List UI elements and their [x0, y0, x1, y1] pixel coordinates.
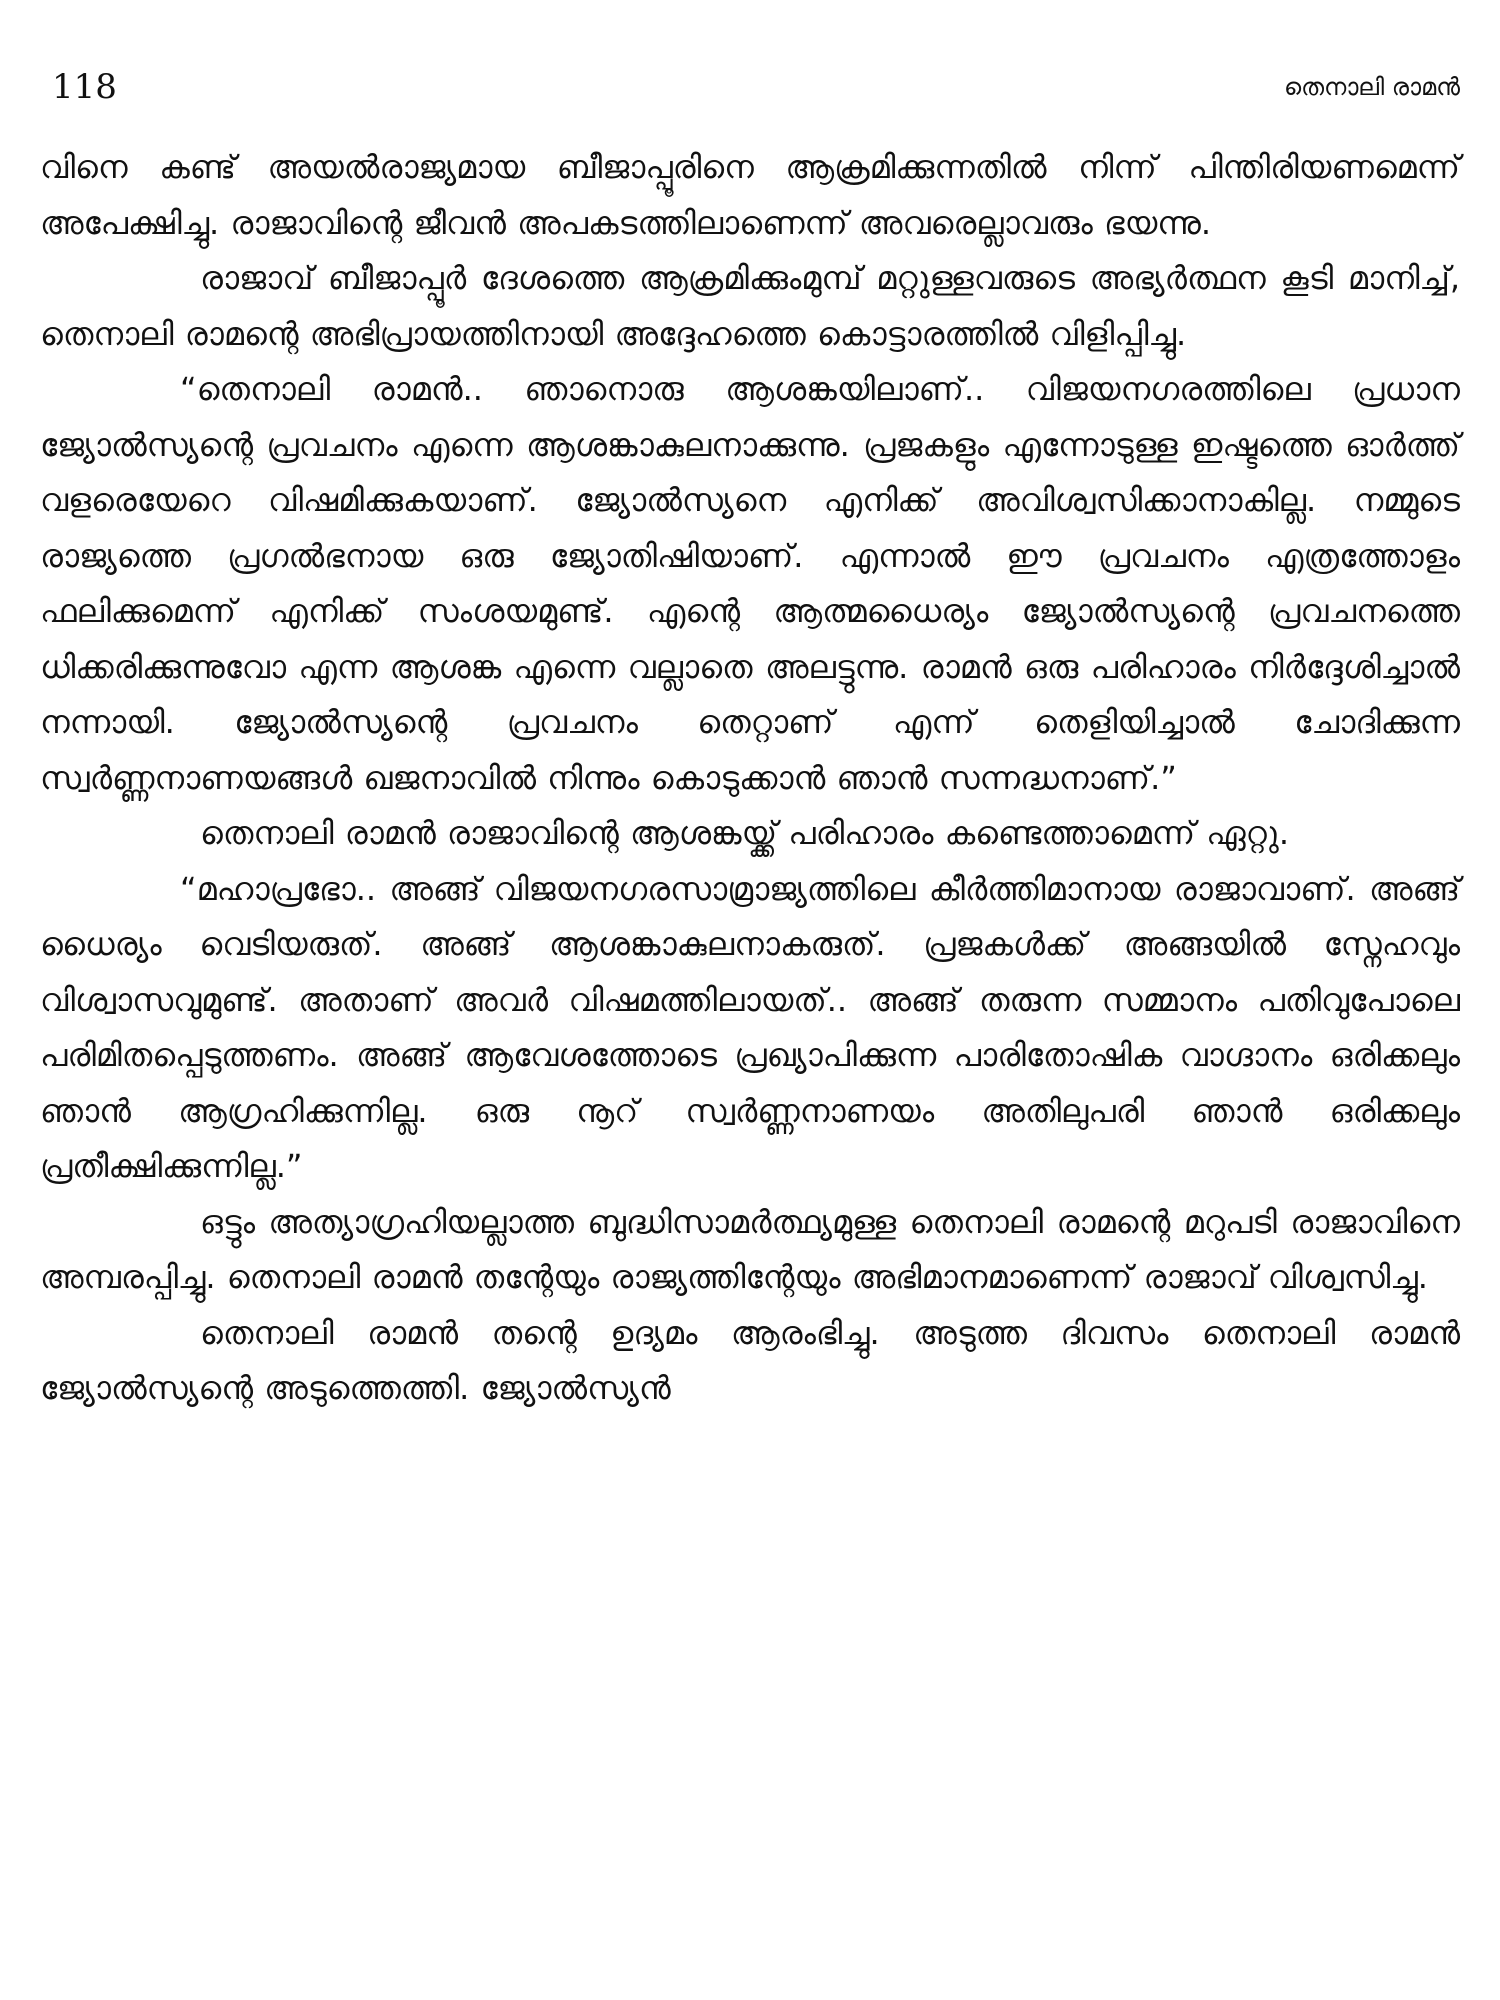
- page-number: 118: [52, 67, 117, 107]
- paragraph-3-king-speech: “തെനാലി രാമൻ.. ഞാനൊരു ആശങ്കയിലാണ്.. വിജയനഗരത്തിലെ പ്രധാന ജ്യോൽസ്യന്റെ പ്രവചനം എന്നെ ആശങ്കാകുലനാക്കുന്നു. പ്രജകളും എന്നോടുള്ള ഇഷ്ടത്തെ ഓർത്ത് വളരെയേറെ വിഷമിക്കുകയാണ്. ജ്യോൽസ്യനെ എനിക്ക് അവിശ്വസിക്കാനാകില്ല. നമ്മുടെ രാജ്യത്തെ പ്രഗൽഭനായ ഒരു ജ്യോതിഷിയാണ്. എന്നാൽ ഈ പ്രവചനം എത്രത്തോളം ഫലിക്കുമെന്ന് എനിക്ക് സംശയമുണ്ട്. എന്റെ ആത്മധൈര്യം ജ്യോൽസ്യന്റെ പ്രവചനത്തെ ധിക്കരിക്കുന്നുവോ എന്ന ആശങ്ക എന്നെ വല്ലാതെ അലട്ടുന്നു. രാമൻ ഒരു പരിഹാരം നിർദ്ദേശിച്ചാൽ നന്നായി. ജ്യോൽസ്യന്റെ പ്രവചനം തെറ്റാണ് എന്ന് തെളിയിച്ചാൽ ചോദിക്കുന്ന സ്വർണ്ണനാണയങ്ങൾ ഖജനാവിൽ നിന്നും കൊടുക്കാൻ ഞാൻ സന്നദ്ധനാണ്.”: [40, 370, 1460, 797]
- page-header: [52, 62, 1460, 112]
- body-text: [40, 140, 1460, 1417]
- paragraph-5-raman-speech: “മഹാപ്രഭോ.. അങ്ങ് വിജയനഗരസാമ്രാജ്യത്തിലെ കീർത്തിമാനായ രാജാവാണ്. അങ്ങ് ധൈര്യം വെടിയരുത്. അങ്ങ് ആശങ്കാകുലനാകരുത്. പ്രജകൾക്ക് അങ്ങയിൽ സ്നേഹവും വിശ്വാസവുമുണ്ട്. അതാണ് അവർ വിഷമത്തിലായത്.. അങ്ങ് തരുന്ന സമ്മാനം പതിവുപോലെ പരിമിതപ്പെടുത്തണം. അങ്ങ് ആവേശത്തോടെ പ്രഖ്യാപിക്കുന്ന പാരിതോഷിക വാഗ്ദാനം ഒരിക്കലും ഞാൻ ആഗ്രഹിക്കുന്നില്ല. ഒരു നൂറ് സ്വർണ്ണനാണയം അതിലുപരി ഞാൻ ഒരിക്കലും പ്രതീക്ഷിക്കുന്നില്ല.”: [40, 869, 1460, 1185]
- paragraph-2: രാജാവ് ബീജാപ്പൂർ ദേശത്തെ ആക്രമിക്കുംമുമ്പ് മറ്റുള്ളവരുടെ അഭ്യർത്ഥന കൂടി മാനിച്ച്, തെനാലി രാമന്റെ അഭിപ്രായത്തിനായി അദ്ദേഹത്തെ കൊട്ടാരത്തിൽ വിളിപ്പിച്ചു.: [40, 259, 1460, 353]
- paragraph-6: ഒട്ടും അത്യാഗ്രഹിയല്ലാത്ത ബുദ്ധിസാമർത്ഥ്യമുള്ള തെനാലി രാമന്റെ മറുപടി രാജാവിനെ അമ്പരപ്പിച്ചു. തെനാലി രാമൻ തന്റേയും രാജ്യത്തിന്റേയും അഭിമാനമാണെന്ന് രാജാവ് വിശ്വസിച്ചു.: [40, 1202, 1460, 1296]
- paragraph-1: വിനെ കണ്ട് അയൽരാജ്യമായ ബീജാപ്പൂരിനെ ആക്രമിക്കുന്നതിൽ നിന്ന് പിന്തിരിയണമെന്ന് അപേക്ഷിച്ചു. രാജാവിന്റെ ജീവൻ അപകടത്തിലാണെന്ന് അവരെല്ലാവരും ഭയന്നു.: [40, 148, 1460, 242]
- paragraph-4: തെനാലി രാമൻ രാജാവിന്റെ ആശങ്കയ്ക്ക് പരിഹാരം കണ്ടെത്താമെന്ന് ഏറ്റു.: [200, 814, 1290, 852]
- paragraph-7: തെനാലി രാമൻ തന്റെ ഉദ്യമം ആരംഭിച്ചു. അടുത്ത ദിവസം തെനാലി രാമൻ ജ്യോൽസ്യന്റെ അടുത്തെത്തി. ജ്യോൽസ്യൻ: [40, 1313, 1460, 1407]
- running-title: തെനാലി രാമൻ: [1283, 73, 1460, 101]
